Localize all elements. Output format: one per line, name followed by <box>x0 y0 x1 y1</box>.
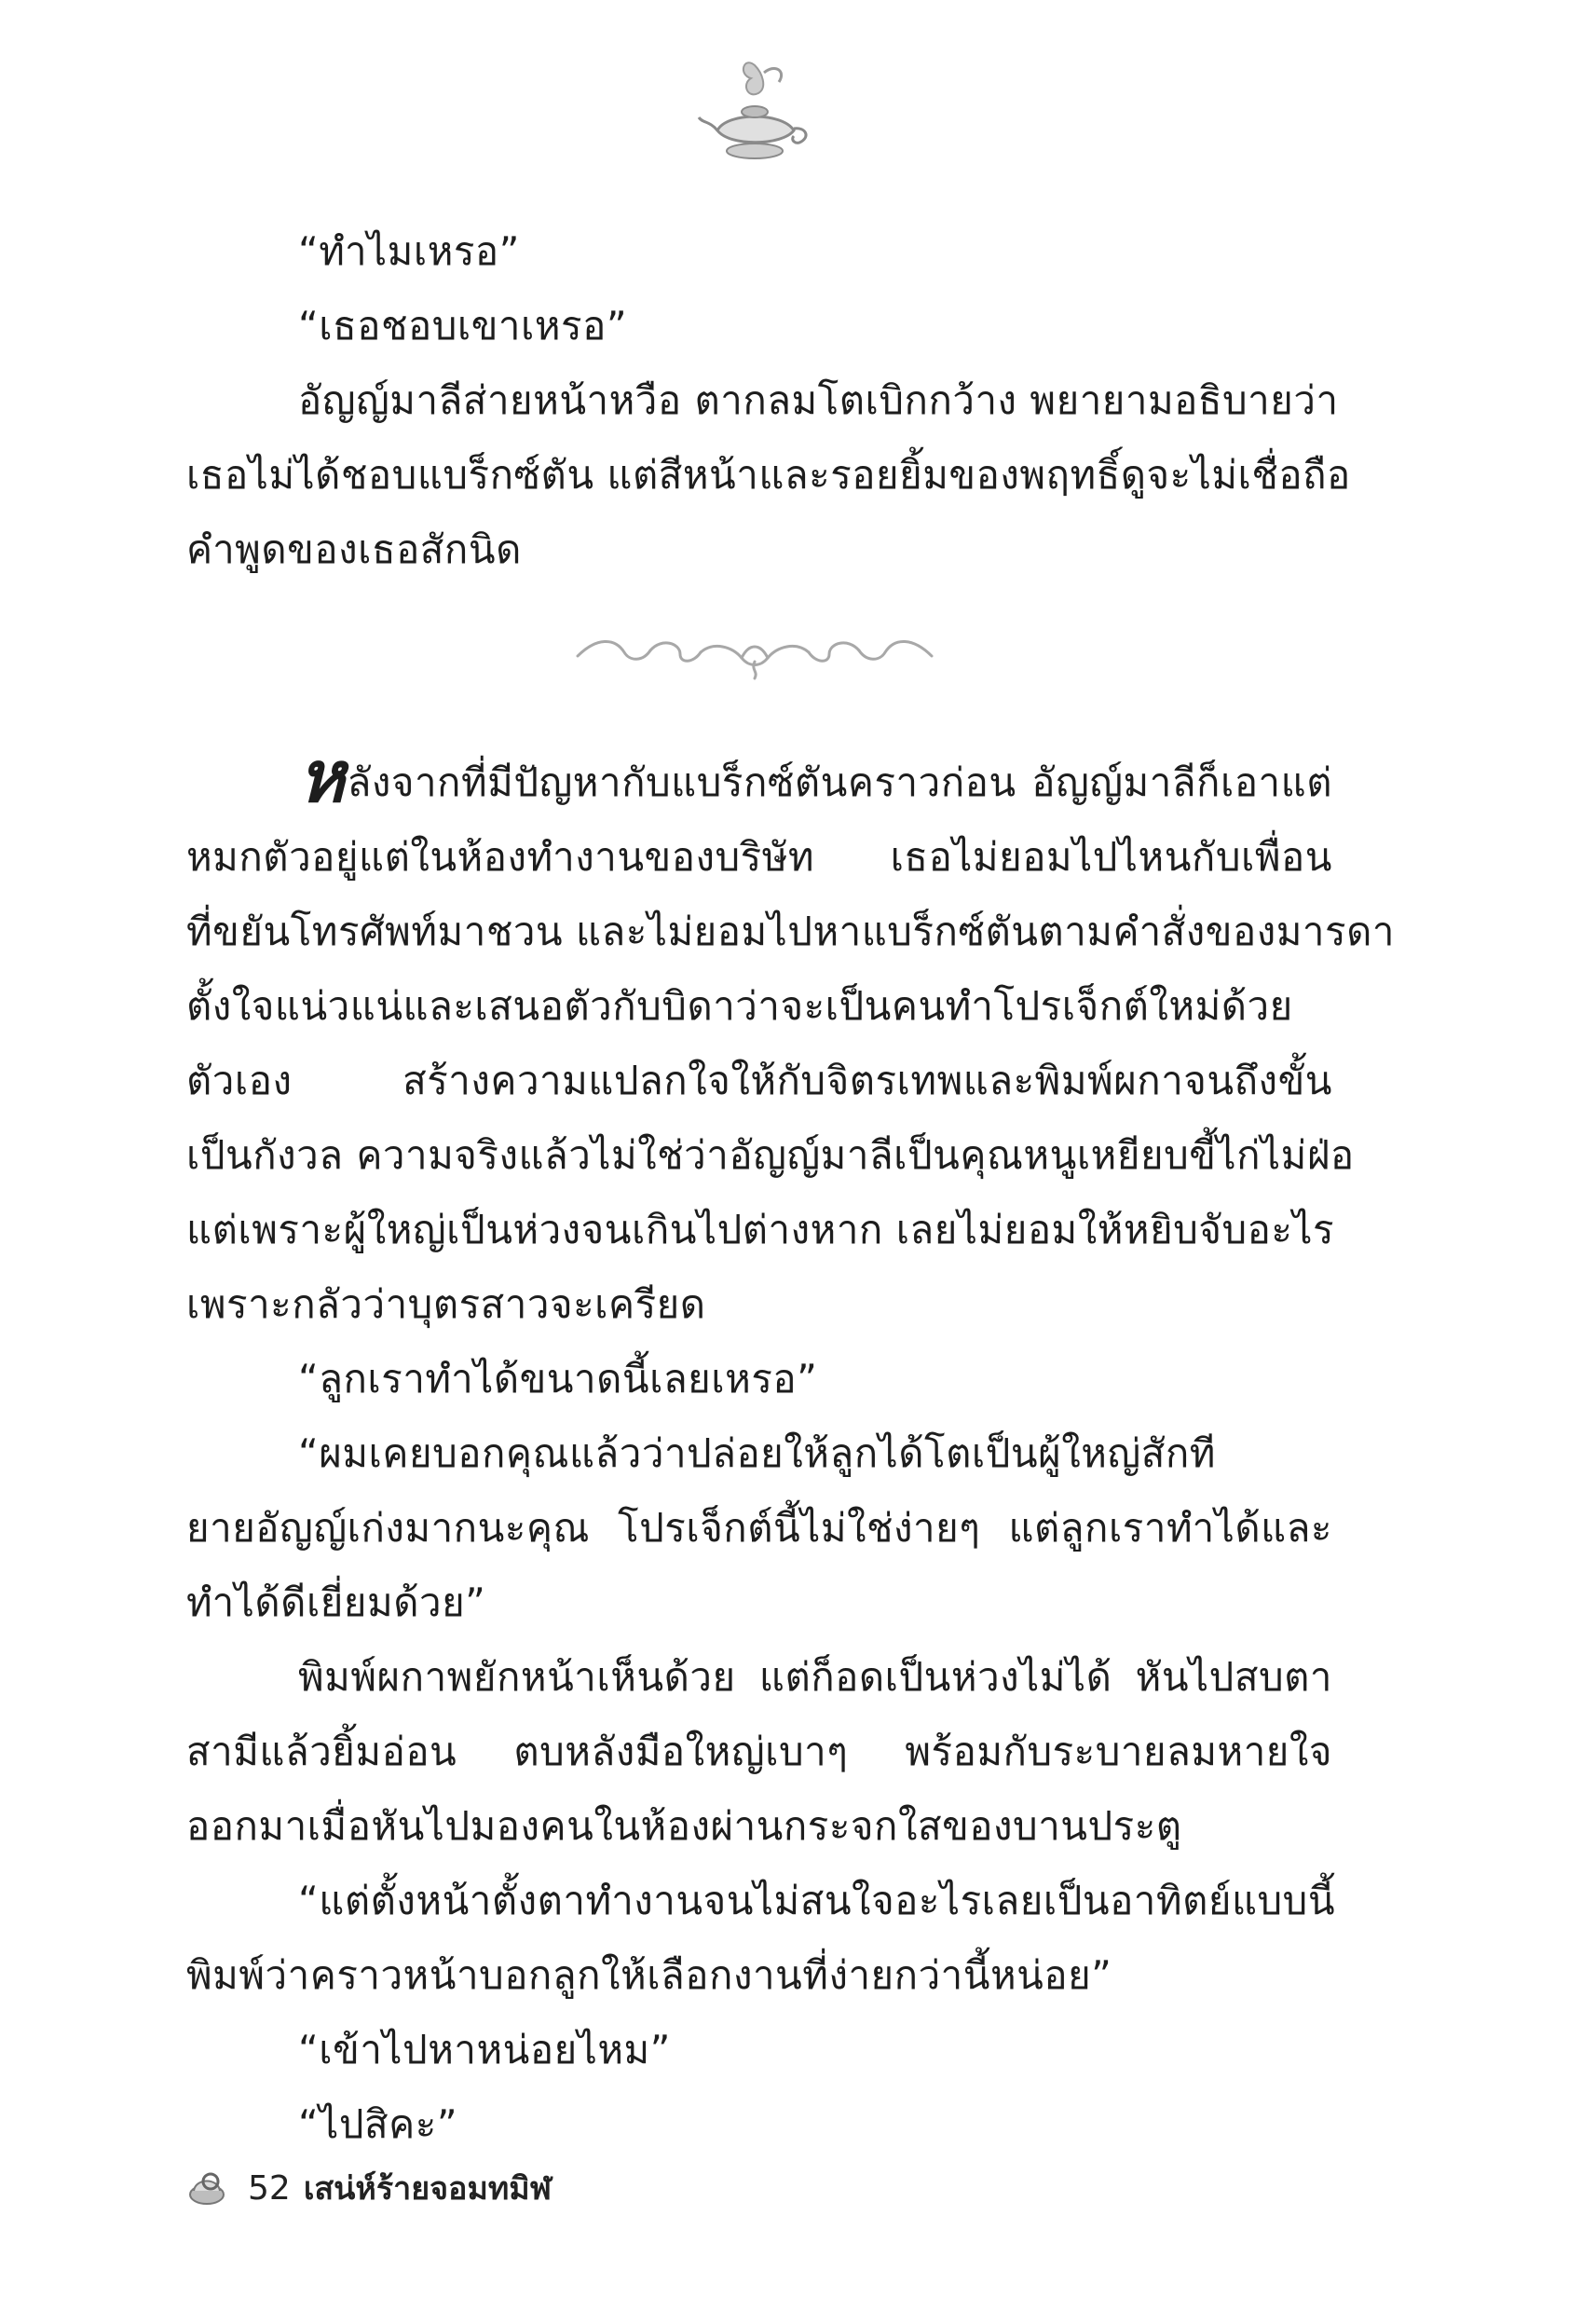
page-footer <box>186 2160 552 2216</box>
paragraph-line: “เธอชอบเขาเหรอ” <box>298 303 628 349</box>
text-block-main <box>186 735 1395 2162</box>
paragraph-line: เธอไม่ได้ชอบแบร็กซ์ตัน แต่สีหน้าและรอยยิ้มของพฤทธิ์ดูจะไม่เชื่อถือ <box>186 452 1351 498</box>
section-divider-ornament-icon <box>568 624 941 680</box>
paragraph-line: ทำได้ดีเยี่ยมด้วย” <box>186 1579 486 1625</box>
paragraph-line-text: ลังจากที่มีปัญหากับแบร็กซ์ตันคราวก่อน อัญญ์มาลีก็เอาแต่ <box>347 759 1332 805</box>
paragraph-line: เป็นกังวล ความจริงแล้วไม่ใช่ว่าอัญญ์มาลีเป็นคุณหนูเหยียบขี้ไก่ไม่ฝ่อ <box>186 1132 1355 1178</box>
paragraph-line: อัญญ์มาลีส่ายหน้าหวือ ตากลมโตเบิกกว้าง พยายามอธิบายว่า <box>298 377 1339 423</box>
paragraph-line: แต่เพราะผู้ใหญ่เป็นห่วงจนเกินไปต่างหาก เลยไม่ยอมให้หยิบจับอะไร <box>186 1207 1335 1252</box>
paragraph-line: ยายอัญญ์เก่งมากนะคุณ โปรเจ็กต์นี้ไม่ใช่ง่ายๆ แต่ลูกเราทำได้และ <box>186 1505 1332 1551</box>
paragraph-line: พิมพ์ผกาพยักหน้าเห็นด้วย แต่ก็อดเป็นห่วงไม่ได้ หันไปสบตา <box>298 1654 1332 1700</box>
paragraph-line <box>186 735 1332 820</box>
paragraph-line: พิมพ์ว่าคราวหน้าบอกลูกให้เลือกงานที่ง่ายกว่านี้หน่อย” <box>186 1952 1112 1998</box>
page-number: 52 <box>248 2168 291 2208</box>
paragraph-line: สามีแล้วยิ้มอ่อน ตบหลังมือใหญ่เบาๆ พร้อมกับระบายลมหายใจ <box>186 1729 1332 1774</box>
paragraph-line: ออกมาเมื่อหันไปมองคนในห้องผ่านกระจกใสของบานประตู <box>186 1803 1182 1849</box>
paragraph-line: “ทำไมเหรอ” <box>298 228 520 274</box>
paragraph-line: หมกตัวอยู่แต่ในห้องทำงานของบริษัท เธอไม่ยอมไปไหนกับเพื่อน <box>186 834 1332 880</box>
paragraph-line: ที่ขยันโทรศัพท์มาชวน และไม่ยอมไปหาแบร็กซ์ตันตามคำสั่งของมารดา <box>186 909 1395 954</box>
paragraph-line: ตัวเอง สร้างความแปลกใจให้กับจิตรเทพและพิมพ์ผกาจนถึงขั้น <box>186 1058 1332 1103</box>
paragraph-line: เพราะกลัวว่าบุตรสาวจะเครียด <box>186 1281 706 1327</box>
text-block-top <box>186 214 1351 587</box>
book-title: เสน่ห์ร้ายจอมทมิฬ <box>303 2170 552 2208</box>
paragraph-line: “ไปสิคะ” <box>298 2101 458 2147</box>
paragraph-line: “เข้าไปหาหน่อยไหม” <box>298 2027 671 2072</box>
ring-box-icon <box>186 2167 229 2209</box>
paragraph-line: ตั้งใจแน่วแน่และเสนอตัวกับบิดาว่าจะเป็นคนทำโปรเจ็กต์ใหม่ด้วย <box>186 983 1293 1029</box>
paragraph-line: “ผมเคยบอกคุณแล้วว่าปล่อยให้ลูกได้โตเป็นผู้ใหญ่สักที <box>298 1430 1216 1476</box>
paragraph-line: “แต่ตั้งหน้าตั้งตาทำงานจนไม่สนใจอะไรเลยเป็นอาทิตย์แบบนี้ <box>298 1878 1336 1923</box>
paragraph-line: “ลูกเราทำได้ขนาดนี้เลยเหรอ” <box>298 1356 818 1402</box>
paragraph-line: คำพูดของเธอสักนิด <box>186 526 522 572</box>
drop-cap: ห <box>298 735 346 818</box>
genie-lamp-ornament-icon <box>689 47 820 177</box>
